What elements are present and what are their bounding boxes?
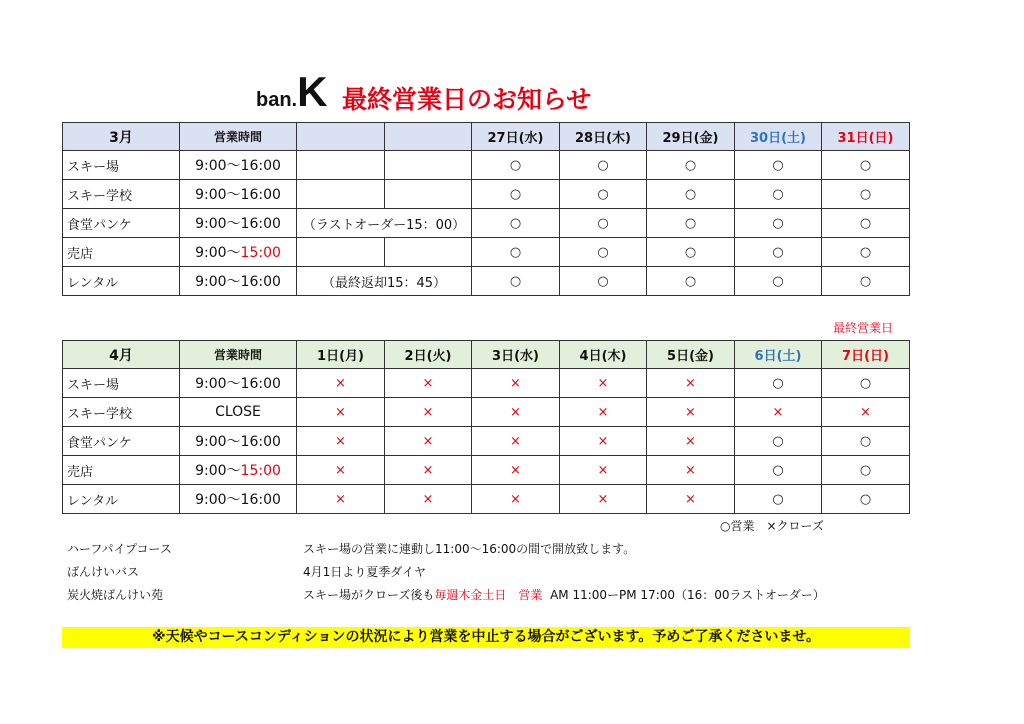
status-mark: × [385, 427, 472, 456]
table-row [63, 238, 910, 267]
status-mark: ○ [735, 180, 822, 209]
weather-warning-banner: ※天候やコースコンディションの状況により営業を中止する場合がございます。予めご了承くださいませ。 [62, 627, 910, 648]
hours-end-changed: 15:00 [240, 245, 281, 261]
empty-header-cell [297, 123, 385, 151]
april-schedule-table [62, 340, 910, 514]
status-mark: ○ [822, 456, 910, 485]
table-row [63, 398, 910, 427]
empty-header-cell [385, 123, 472, 151]
status-mark: × [472, 485, 560, 514]
status-mark: ○ [735, 369, 822, 398]
status-mark: ○ [822, 209, 910, 238]
status-mark: ○ [822, 485, 910, 514]
note-cell [385, 238, 472, 267]
status-mark: ○ [735, 456, 822, 485]
info-label-restaurant: 炭火焼ばんけい苑 [67, 588, 164, 602]
business-hours: 9:00～16:00 [180, 427, 297, 456]
status-mark: ○ [472, 238, 560, 267]
facility-name: 売店 [63, 238, 180, 267]
hours-start: 9:00～ [195, 463, 241, 479]
facility-name: スキー場 [63, 151, 180, 180]
status-mark: × [385, 398, 472, 427]
info-text-highlight: 毎週木金土日 営業 [434, 588, 543, 602]
march-header-row [63, 123, 910, 151]
info-text-start: スキー場がクローズ後も [303, 588, 435, 602]
hours-column-header: 営業時間 [180, 123, 297, 151]
day-header: 2日(火) [385, 341, 472, 369]
status-mark: × [647, 369, 735, 398]
status-mark: ○ [735, 485, 822, 514]
status-mark: ○ [647, 151, 735, 180]
status-mark: × [297, 369, 385, 398]
status-mark: ○ [647, 209, 735, 238]
status-mark: × [647, 398, 735, 427]
facility-name: レンタル [63, 485, 180, 514]
status-mark: × [385, 456, 472, 485]
business-hours: 9:00～16:00 [180, 151, 297, 180]
status-mark: ○ [735, 209, 822, 238]
last-day-note: 最終営業日 [833, 321, 894, 335]
brand-logo [256, 68, 328, 116]
table-row [63, 427, 910, 456]
status-mark: × [560, 427, 647, 456]
business-hours: 9:00～16:00 [180, 209, 297, 238]
day-header-saturday: 6日(土) [735, 341, 822, 369]
status-mark: ○ [647, 238, 735, 267]
facility-name: 売店 [63, 456, 180, 485]
status-mark: × [560, 369, 647, 398]
day-header: 29日(金) [647, 123, 735, 151]
note-cell: （ラストオーダー15：00） [297, 209, 472, 238]
day-header-sunday: 7日(日) [822, 341, 910, 369]
status-mark: × [647, 485, 735, 514]
status-mark: × [560, 485, 647, 514]
facility-name: スキー場 [63, 369, 180, 398]
status-mark: ○ [735, 267, 822, 296]
legend: ○営業 ×クローズ [720, 519, 824, 533]
info-label-bus: ばんけいバス [67, 565, 140, 579]
logo-small-text: ban. [256, 89, 298, 111]
info-text-bus: 4月1日より夏季ダイヤ [303, 565, 427, 579]
info-text-halfpipe: スキー場の営業に連動し11:00～16:00の間で開放致します。 [303, 542, 636, 556]
table-row [63, 456, 910, 485]
status-mark: × [560, 456, 647, 485]
status-mark: ○ [822, 427, 910, 456]
facility-name: スキー学校 [63, 180, 180, 209]
facility-name: スキー学校 [63, 398, 180, 427]
page-title: 最終営業日のお知らせ [342, 85, 592, 114]
hours-start: 9:00～ [195, 245, 241, 261]
status-mark: × [472, 369, 560, 398]
business-hours [180, 456, 297, 485]
note-cell [297, 238, 385, 267]
business-hours: 9:00～16:00 [180, 180, 297, 209]
status-mark: × [472, 398, 560, 427]
table-row [63, 209, 910, 238]
march-schedule-table [62, 122, 910, 296]
day-header: 4日(木) [560, 341, 647, 369]
status-mark: × [647, 456, 735, 485]
table-row [63, 369, 910, 398]
table-row [63, 180, 910, 209]
info-text-restaurant [303, 586, 825, 603]
table-row [63, 151, 910, 180]
status-mark: ○ [472, 151, 560, 180]
status-mark: ○ [822, 267, 910, 296]
table-row [63, 267, 910, 296]
facility-name: レンタル [63, 267, 180, 296]
info-label-halfpipe: ハーフパイプコース [67, 542, 172, 556]
day-header: 28日(木) [560, 123, 647, 151]
business-hours [180, 238, 297, 267]
logo-big-letter: K [297, 68, 328, 115]
april-header-row [63, 341, 910, 369]
status-mark: ○ [822, 180, 910, 209]
status-mark: × [647, 427, 735, 456]
hours-column-header: 営業時間 [180, 341, 297, 369]
day-header: 27日(水) [472, 123, 560, 151]
info-text-end: AM 11:00ーPM 17:00（16：00ラストオーダー） [550, 588, 825, 602]
status-mark: × [472, 427, 560, 456]
status-mark: ○ [822, 238, 910, 267]
status-mark: × [560, 398, 647, 427]
status-mark: ○ [647, 267, 735, 296]
status-mark: ○ [560, 180, 647, 209]
status-mark: ○ [647, 180, 735, 209]
status-mark: ○ [560, 267, 647, 296]
status-mark: × [297, 456, 385, 485]
day-header-saturday: 30日(土) [735, 123, 822, 151]
day-header: 5日(金) [647, 341, 735, 369]
note-cell [385, 180, 472, 209]
status-mark: × [385, 369, 472, 398]
facility-name: 食堂パンケ [63, 209, 180, 238]
status-mark: ○ [472, 180, 560, 209]
status-mark: × [297, 427, 385, 456]
business-hours: CLOSE [180, 398, 297, 427]
status-mark: ○ [822, 151, 910, 180]
note-cell: （最終返却15：45） [297, 267, 472, 296]
status-mark: × [385, 485, 472, 514]
status-mark: ○ [560, 151, 647, 180]
status-mark: ○ [560, 238, 647, 267]
status-mark: ○ [735, 238, 822, 267]
status-mark: ○ [822, 369, 910, 398]
day-header-sunday: 31日(日) [822, 123, 910, 151]
business-hours: 9:00～16:00 [180, 485, 297, 514]
note-cell [385, 151, 472, 180]
facility-name: 食堂パンケ [63, 427, 180, 456]
status-mark: × [735, 398, 822, 427]
business-hours: 9:00～16:00 [180, 369, 297, 398]
note-cell [297, 151, 385, 180]
note-cell [297, 180, 385, 209]
business-hours: 9:00～16:00 [180, 267, 297, 296]
status-mark: × [472, 456, 560, 485]
status-mark: × [297, 398, 385, 427]
day-header: 1日(月) [297, 341, 385, 369]
status-mark: ○ [735, 427, 822, 456]
hours-end-changed: 15:00 [240, 463, 281, 479]
status-mark: × [297, 485, 385, 514]
table-row [63, 485, 910, 514]
status-mark: × [822, 398, 910, 427]
month-label: 4月 [63, 341, 180, 369]
status-mark: ○ [472, 267, 560, 296]
month-label: 3月 [63, 123, 180, 151]
status-mark: ○ [560, 209, 647, 238]
status-mark: ○ [735, 151, 822, 180]
status-mark: ○ [472, 209, 560, 238]
day-header: 3日(水) [472, 341, 560, 369]
